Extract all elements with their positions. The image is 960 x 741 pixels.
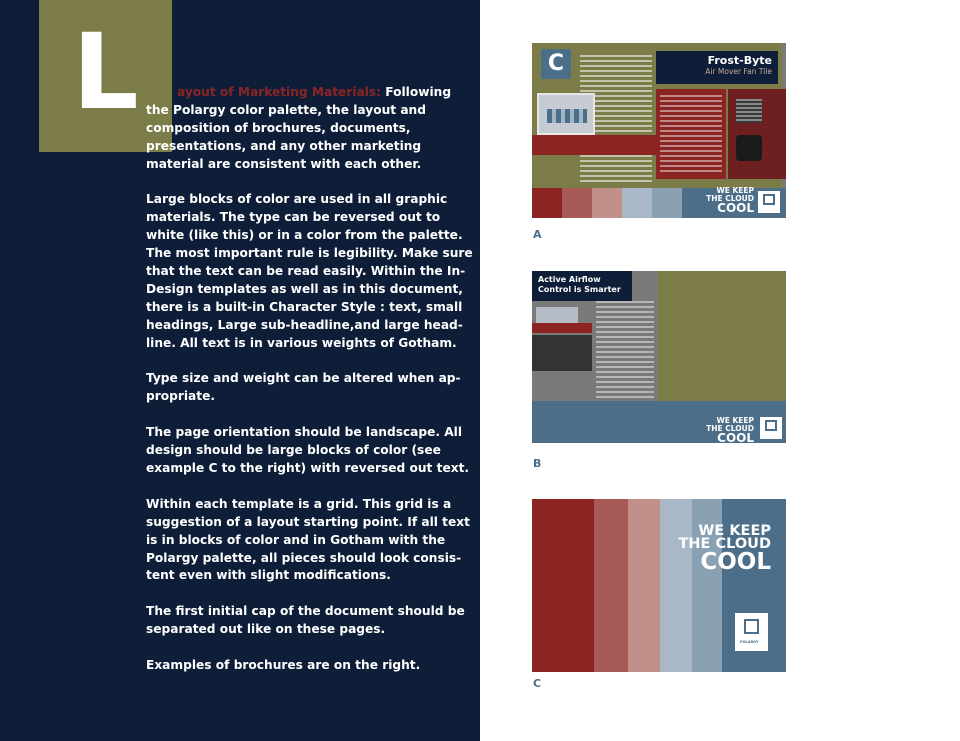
red-caption-block [532,135,656,155]
example-c-thumbnail [532,499,786,672]
swatch [592,188,622,218]
title-text: Frost-Byte [707,54,772,67]
title-line: Control is Smarter [538,285,621,294]
swatch [532,499,594,672]
slogan-line: THE CLOUD [706,424,754,433]
spec-block [532,335,592,371]
example-b-label: B [533,457,542,470]
text-lines [660,95,722,175]
example-a-label: A [533,228,542,241]
polargy-logo [760,417,782,439]
swatch [562,188,592,218]
slogan-line: THE CLOUD [678,536,771,552]
paragraph-examples: Examples of brochures are on the right. [146,657,421,672]
drop-cap-letter: L [72,11,139,133]
swatch [622,188,652,218]
slogan-line: COOL [717,201,754,215]
initial-cap: C [541,49,571,79]
palette-strip [532,188,682,218]
swatch [628,499,660,672]
swatch [532,188,562,218]
slogan [658,525,771,573]
logo-word: POLARGY [740,640,759,644]
paragraph-initial-cap: The first initial cap of the document should be separated out like on these pages. [146,604,465,637]
slogan-line: WE KEEP [716,416,754,425]
lead-paragraph [146,84,476,174]
paragraph-orientation: The page orientation should be landscape. All design should be large blocks of color (see example C to the right) with reversed out text. [146,425,470,475]
red-label-block [532,323,592,333]
slogan-line: COOL [700,549,771,575]
title-block [656,51,778,84]
fan-bottom-image [736,135,762,161]
polargy-logo [758,191,780,213]
paragraph-color-blocks: Large blocks of color are used in all graphic materials. The type can be reversed out to white (like this) or in a color from the palette. The most important rule is legibility. Make sure that the text can be read easily. Within the In-Design templates as well as in this document, there is a built-in Character Style : text, small headings, Large sub-headline,and large head-line. All text is in various weights of Gotham. [146,192,473,350]
subtitle-text: Air Mover Fan Tile [705,67,772,76]
text-lines [596,301,654,401]
polargy-logo [735,613,768,651]
title-line: Active Airflow [538,275,601,284]
paragraph-grid: Within each template is a grid. This grid is a suggestion of a layout starting point. If all text is in blocks of color and in Gotham with the Polargy palette, all pieces should look consis-tent even with slight modifications. [146,496,470,583]
lead-text: Following the Polargy color palette, the layout and composition of brochures, documents, presentations, and any other marketing material are consistent with each other. [146,85,452,171]
paragraph-type-size: Type size and weight can be altered when ap-propriate. [146,371,461,404]
slogan-line: THE CLOUD [706,194,754,203]
slogan [684,187,754,214]
example-a-thumbnail [532,43,786,218]
swatch [594,499,628,672]
lead-heading: ayout of Marketing Materials: [177,85,382,99]
body-text [146,84,476,693]
slogan-line: COOL [717,431,754,443]
fan-top-image [736,99,762,123]
slogan [684,417,754,443]
slogan-line: WE KEEP [716,186,754,195]
example-b-thumbnail [532,271,786,443]
example-c-label: C [533,677,542,690]
swatch [652,188,682,218]
title-block [532,271,632,301]
product-photo [537,93,595,135]
slogan-line: WE KEEP [698,523,771,539]
olive-block [658,271,786,401]
